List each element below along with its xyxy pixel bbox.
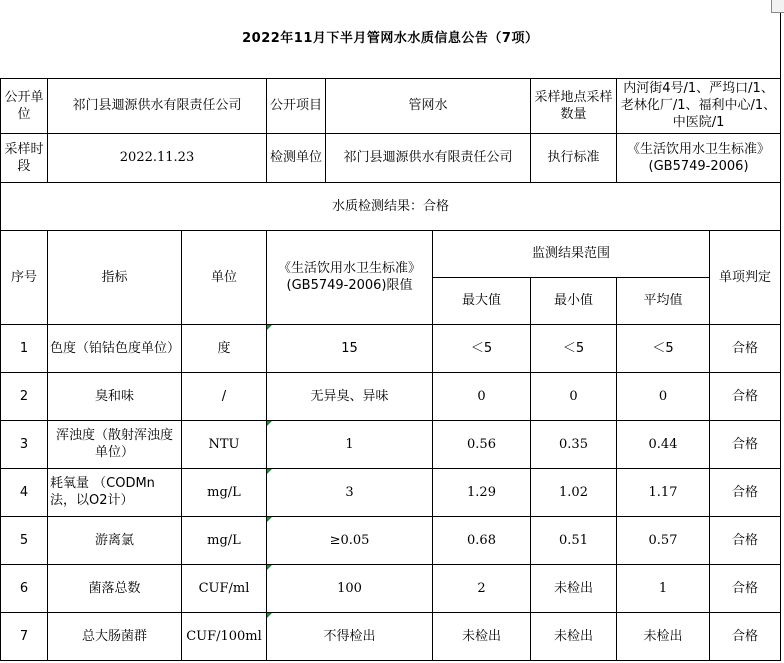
header-unit: 单位 [182,230,267,324]
table-row [1,372,781,420]
sampling-value: 内河街4号/1、严坞口/1、老林化厂/1、福利中心/1、中医院/1 [617,78,781,133]
table-row [1,420,781,468]
table-row [1,324,781,372]
row-min: 1.02 [531,468,617,516]
row-indicator: 色度（铂钴色度单位） [48,324,182,372]
row-judge: 合格 [710,468,781,516]
row-min: 0.35 [531,420,617,468]
title-row [1,0,781,78]
row-unit: NTU [182,420,267,468]
header-indicator: 指标 [48,230,182,324]
row-indicator: 菌落总数 [48,564,182,612]
row-indicator: 臭和味 [48,372,182,420]
row-judge: 合格 [710,612,781,660]
table-row [1,516,781,564]
sampling-label: 采样地点采样数量 [531,78,617,133]
row-judge: 合格 [710,372,781,420]
row-unit: CUF/100ml [182,612,267,660]
row-unit: 度 [182,324,267,372]
row-indicator: 耗氧量 （CODMn法，以O2计） [48,468,182,516]
row-min: 0 [531,372,617,420]
row-unit: CUF/ml [182,564,267,612]
row-indicator: 总大肠菌群 [48,612,182,660]
row-avg: ＜5 [617,324,710,372]
row-limit: 1 [267,420,433,468]
row-max: 未检出 [433,612,531,660]
test-unit-label: 检测单位 [267,134,326,182]
disclose-unit-label: 公开单位 [1,78,48,133]
row-avg: 1 [617,564,710,612]
row-judge: 合格 [710,324,781,372]
test-unit-value: 祁门县逥源供水有限责任公司 [343,150,513,165]
row-min: 未检出 [531,564,617,612]
sheet-corner [771,0,784,13]
header-range: 监测结果范围 [433,230,710,277]
row-judge: 合格 [710,564,781,612]
disclose-unit-value: 祁门县逥源供水有限责任公司 [48,78,267,133]
header-avg: 平均值 [617,277,710,324]
row-limit: 不得检出 [267,612,433,660]
row-limit: 100 [267,564,433,612]
row-limit: ≥0.05 [267,516,433,564]
row-unit: / [182,372,267,420]
disclose-item-value: 管网水 [408,98,448,113]
row-no: 6 [1,564,48,612]
result-line: 水质检测结果：合格 [1,182,781,230]
row-max: 0 [433,372,531,420]
row-limit: 无异臭、异味 [267,372,433,420]
sampling-time-label: 采样时段 [1,133,48,182]
row-no: 1 [1,324,48,372]
result-row [1,182,781,230]
row-no: 3 [1,420,48,468]
row-max: 0.56 [433,420,531,468]
table-row [1,468,781,516]
header-row-1 [1,230,781,277]
standard-value: 《生活饮用水卫生标准》(GB5749-2006) [617,133,781,182]
row-avg: 未检出 [617,612,710,660]
row-unit: mg/L [182,516,267,564]
row-unit: mg/L [182,468,267,516]
row-avg: 0.57 [617,516,710,564]
standard-label: 执行标准 [531,133,617,182]
row-limit: 15 [267,324,433,372]
row-max: 2 [433,564,531,612]
row-no: 5 [1,516,48,564]
row-judge: 合格 [710,516,781,564]
header-limit: 《生活饮用水卫生标准》(GB5749-2006)限值 [267,230,433,324]
table-row [1,564,781,612]
row-no: 7 [1,612,48,660]
row-avg: 0.44 [617,420,710,468]
row-max: ＜5 [433,324,531,372]
row-min: ＜5 [531,324,617,372]
row-no: 4 [1,468,48,516]
disclose-item-label: 公开项目 [267,79,326,133]
row-min: 未检出 [531,612,617,660]
row-avg: 1.17 [617,468,710,516]
header-no: 序号 [1,230,48,324]
row-min: 0.51 [531,516,617,564]
row-indicator: 浑浊度（散射浑浊度单位） [48,420,182,468]
table-row [1,612,781,660]
row-no: 2 [1,372,48,420]
info-row-1 [1,78,781,133]
row-limit: 3 [267,468,433,516]
sampling-time-value: 2022.11.23 [48,133,267,182]
info-row-2 [1,133,781,182]
page-title: 2022年11月下半月管网水水质信息公告（7项） [1,0,781,78]
row-indicator: 游离氯 [48,516,182,564]
header-judge: 单项判定 [710,230,781,324]
row-max: 0.68 [433,516,531,564]
header-max: 最大值 [433,277,531,324]
row-avg: 0 [617,372,710,420]
row-max: 1.29 [433,468,531,516]
row-judge: 合格 [710,420,781,468]
header-min: 最小值 [531,277,617,324]
